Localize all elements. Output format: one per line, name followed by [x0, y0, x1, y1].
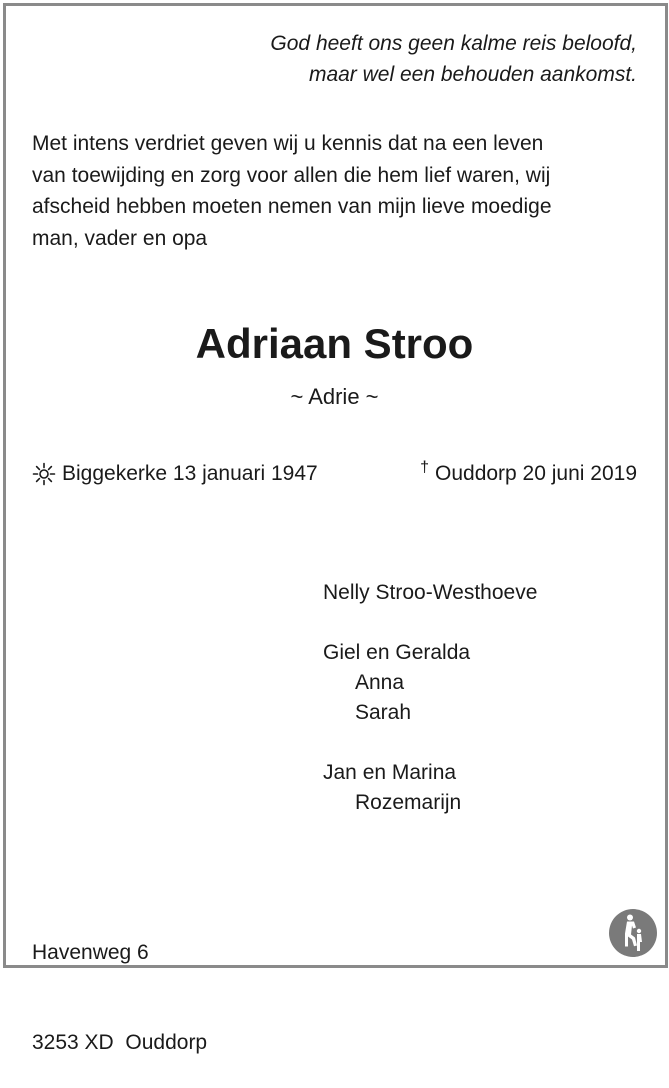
family-group-1-child: Anna	[355, 671, 405, 694]
address-block	[32, 878, 207, 1088]
deceased-name: Adriaan Stroo	[195, 320, 474, 367]
family-group-1-child: Sarah	[355, 701, 412, 724]
family-group-1-parents: Giel en Geralda	[323, 641, 471, 664]
sun-icon	[32, 462, 56, 486]
family-group-2-parents: Jan en Marina	[323, 761, 457, 784]
intro-line-1: Met intens verdriet geven wij u kennis dat na een leven	[32, 132, 544, 155]
intro-text	[32, 128, 642, 254]
memorial-figure-icon	[609, 909, 657, 957]
birth-info	[32, 459, 318, 489]
family-list	[323, 578, 537, 818]
death-info	[420, 459, 637, 489]
deceased-nickname: ~ Adrie ~	[290, 384, 379, 409]
intro-line-3: afscheid hebben moeten nemen van mijn lieve moedige	[32, 195, 552, 218]
address-street: Havenweg 6	[32, 941, 149, 964]
intro-line-2: van toewijding en zorg voor allen die hem lief waren, wij	[32, 163, 551, 187]
family-group-2-child: Rozemarijn	[355, 791, 462, 814]
birth-place-date: Biggekerke 13 januari 1947	[62, 462, 318, 485]
spouse-name: Nelly Stroo-Westhoeve	[323, 581, 538, 604]
address-city: 3253 XD Ouddorp	[32, 1031, 208, 1054]
cross-icon: †	[420, 459, 429, 476]
motto-line-1: God heeft ons geen kalme reis beloofd,	[270, 32, 637, 55]
intro-line-4: man, vader en opa	[32, 226, 208, 250]
death-place-date: Ouddorp 20 juni 2019	[435, 462, 637, 485]
motto	[270, 28, 637, 90]
motto-line-2: maar wel een behouden aankomst.	[308, 63, 637, 86]
